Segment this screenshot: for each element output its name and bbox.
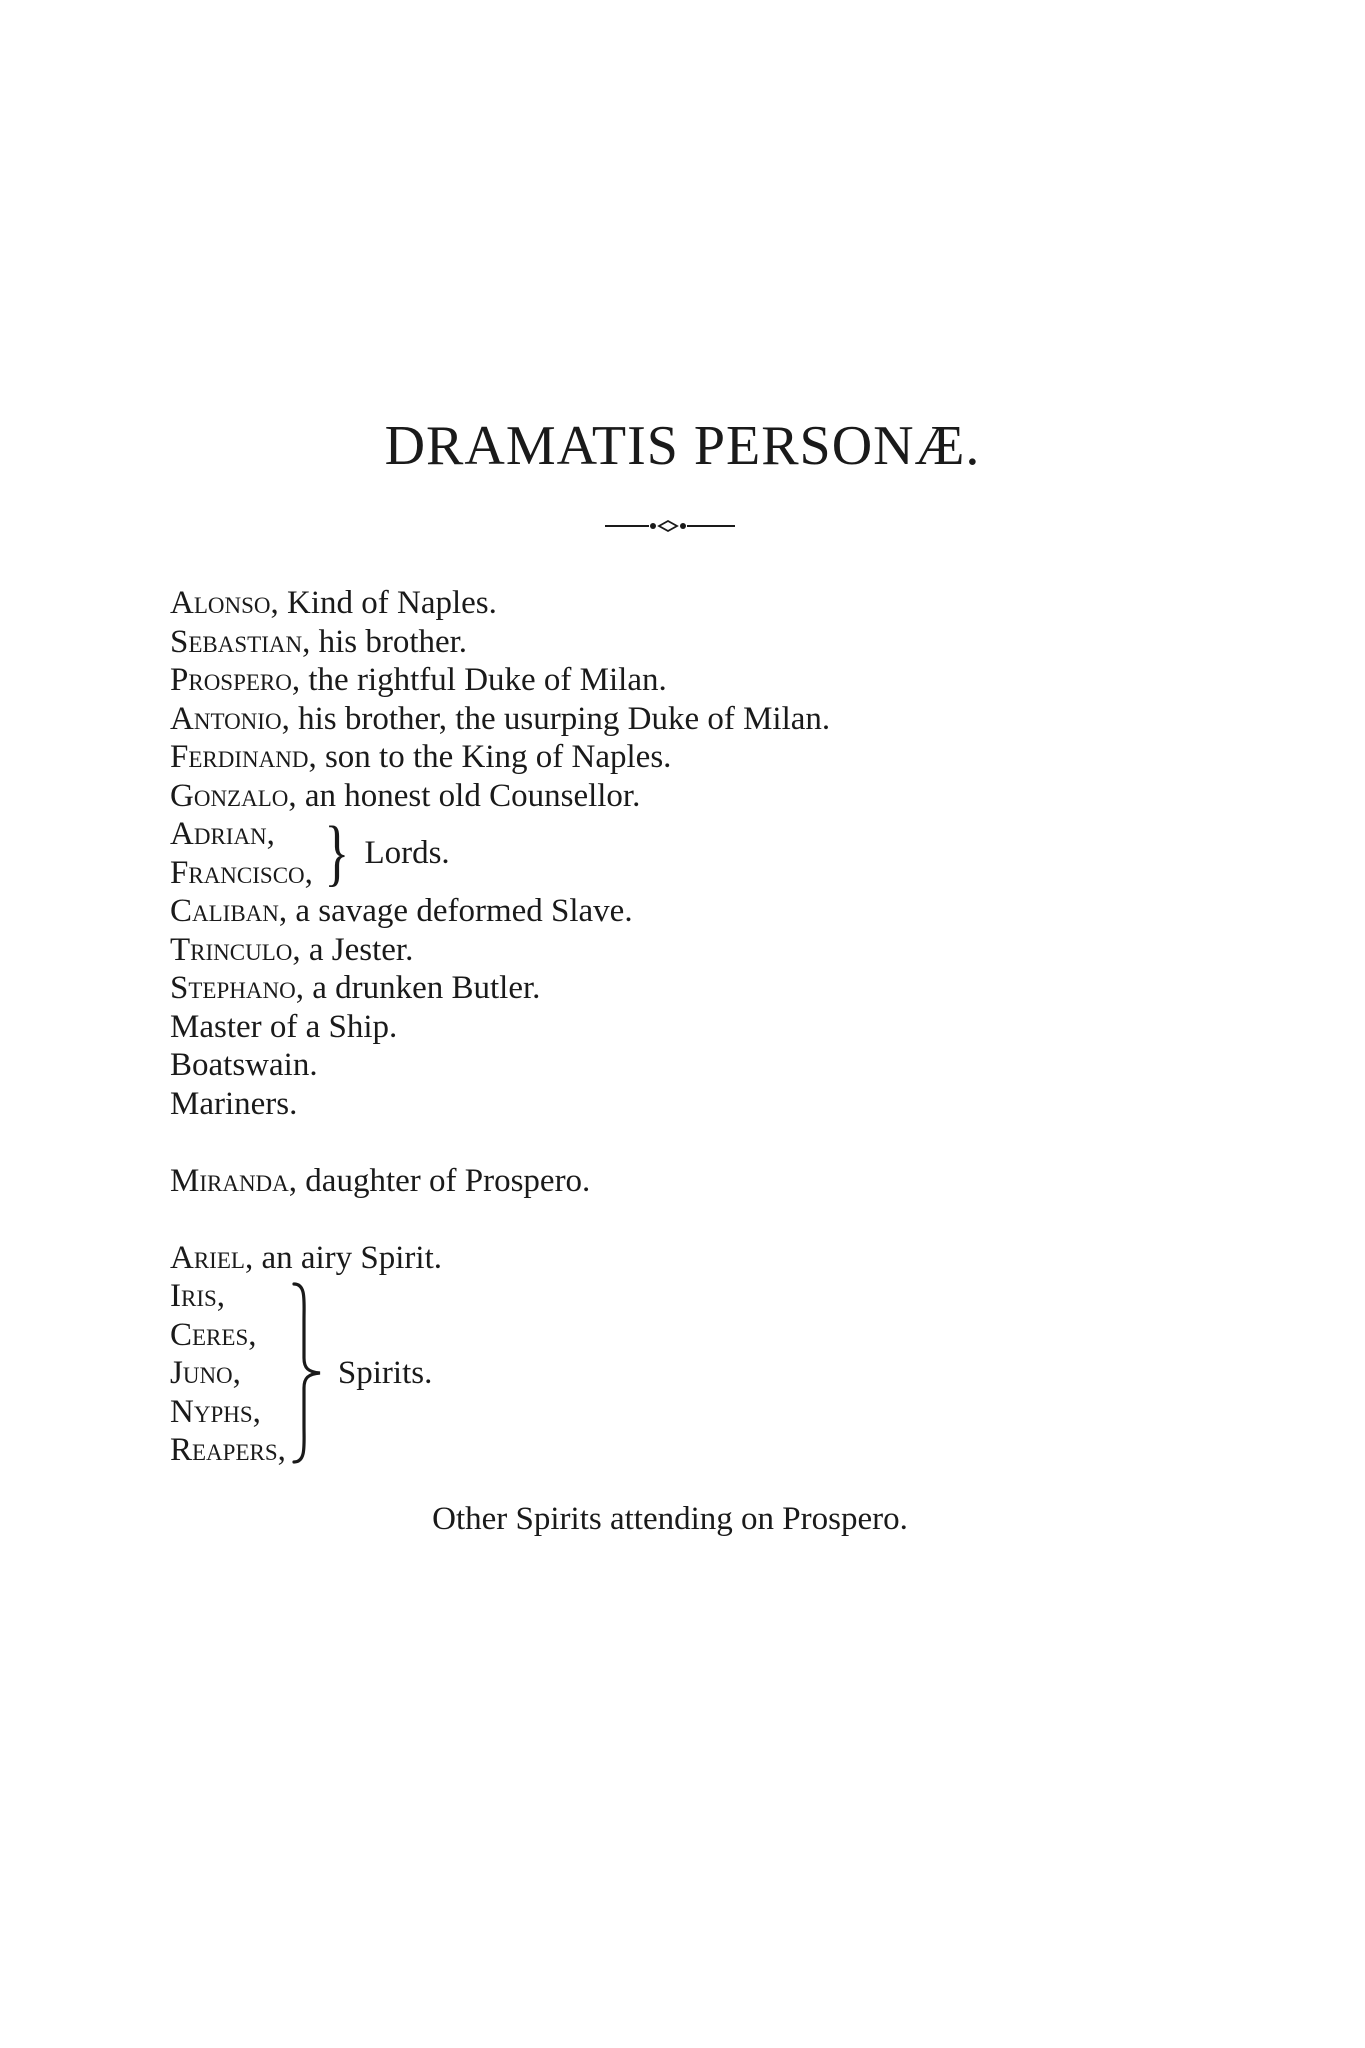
cast-entry [170,584,830,623]
character-name: Caliban [170,893,279,929]
character-description: , daughter of Prospero. [288,1162,591,1199]
cast-entry: Master of a Ship. [170,1008,398,1045]
character-description: , an honest old Counsellor. [288,777,641,814]
lords-group [170,812,830,894]
cast-entry [170,969,830,1008]
cast-entry [170,623,830,662]
cast-entry: Mariners. [170,1085,298,1122]
character-name: Antonio [170,700,282,737]
brace-icon: } [324,812,350,894]
cast-entry [170,931,830,970]
character-name: Gonzalo [170,777,289,814]
character-name: Miranda [170,1162,289,1199]
cast-entry [170,1162,830,1201]
character-name: Trinculo [170,931,293,968]
character-description: , an airy Spirit. [244,1239,442,1276]
character-description: , a Jester. [292,931,414,968]
group-label: Lords. [364,835,450,872]
character-description: , Kind of Naples. [270,585,497,621]
character-name: Reapers, [170,1432,286,1468]
character-name: Ferdinand [170,739,309,775]
character-description: , a drunken Butler. [295,970,541,1006]
cast-entry: Boatswain. [170,1047,318,1083]
character-description: , his brother, the usurping Duke of Milan. [281,700,831,737]
cast-entry [170,1239,830,1278]
cast-list [170,584,830,1470]
character-name: Ariel [170,1239,245,1276]
closing-line: Other Spirits attending on Prospero. [432,1501,908,1537]
character-name: Iris, [170,1278,226,1314]
character-name: Stephano [170,970,296,1006]
character-name: Juno, [170,1355,241,1391]
character-name: Nyphs, [170,1393,261,1430]
character-name: Francisco, [170,854,313,891]
character-name: Ceres, [170,1316,257,1353]
page-title: DRAMATIS PERSONÆ. [384,415,981,477]
brace-icon [290,1280,324,1466]
character-description: , his brother. [302,623,468,660]
character-description: , a savage deformed Slave. [278,893,633,929]
cast-entry [170,700,830,739]
cast-entry [170,777,830,816]
cast-entry [170,892,830,931]
character-name: Sebastian [170,623,303,660]
character-name: Alonso [170,585,271,621]
character-description: , the rightful Duke of Milan. [291,662,667,698]
character-description: , son to the King of Naples. [308,739,672,775]
ornament-divider [605,518,735,534]
group-label: Spirits. [337,1355,433,1391]
cast-entry [170,738,830,777]
spirits-group [170,1277,830,1470]
cast-entry [170,661,830,700]
character-name: Prospero [170,662,292,698]
character-name: Adrian, [170,816,275,852]
